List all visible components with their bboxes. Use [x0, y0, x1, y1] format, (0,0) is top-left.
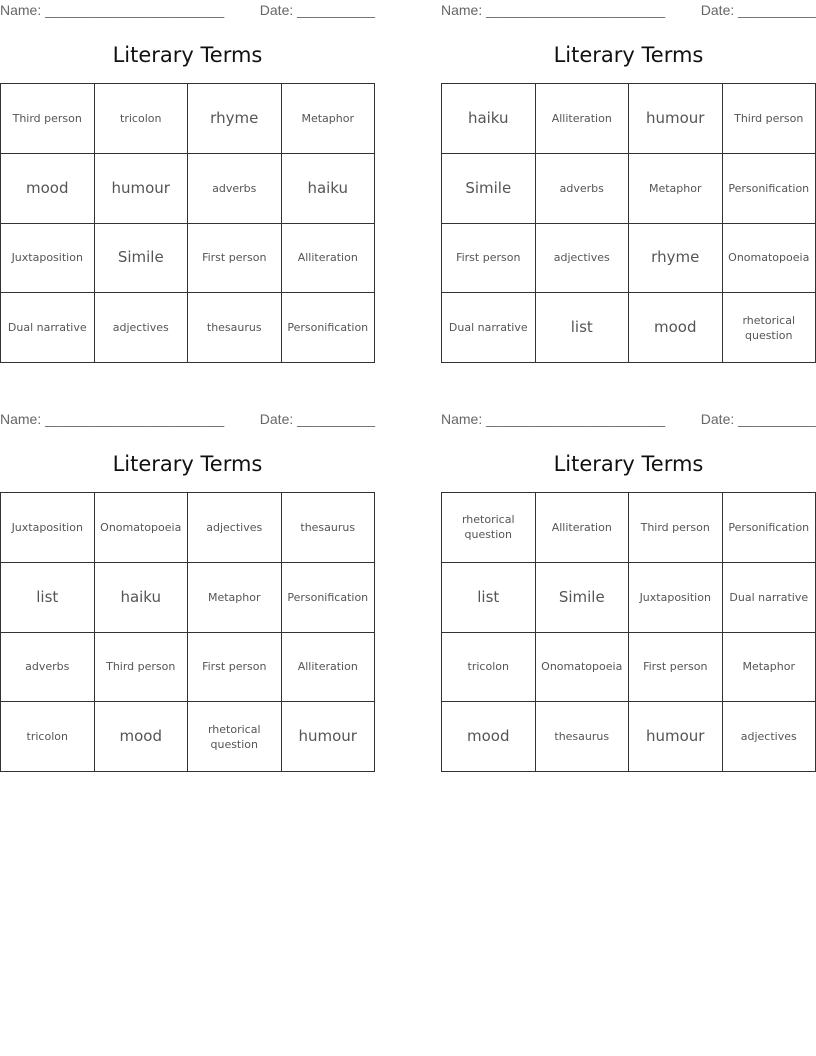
bingo-cell: Simile — [536, 563, 630, 633]
bingo-cell: Metaphor — [282, 84, 376, 154]
bingo-cell: adverbs — [188, 154, 282, 224]
bingo-cell: First person — [442, 224, 536, 294]
name-date-header — [0, 0, 375, 20]
bingo-cell: list — [1, 563, 95, 633]
bingo-card-3 — [0, 409, 375, 781]
bingo-cell: thesaurus — [536, 702, 630, 772]
bingo-cell: tricolon — [442, 633, 536, 703]
bingo-cell: Onomatopoeia — [95, 493, 189, 563]
bingo-cell: humour — [629, 702, 723, 772]
bingo-cell: Personification — [282, 293, 376, 363]
bingo-cell: Personification — [723, 493, 816, 563]
bingo-cell: mood — [442, 702, 536, 772]
bingo-cell: list — [442, 563, 536, 633]
bingo-cell: Third person — [95, 633, 189, 703]
date-field: Date: __________ — [259, 411, 375, 427]
bingo-cell: haiku — [95, 563, 189, 633]
bingo-cell: humour — [282, 702, 376, 772]
date-field: Date: __________ — [259, 2, 375, 18]
bingo-cell: Simile — [95, 224, 189, 294]
bingo-cell: adjectives — [723, 702, 816, 772]
card-title: Literary Terms — [553, 43, 704, 67]
bingo-card-4 — [441, 409, 816, 781]
bingo-cell: tricolon — [95, 84, 189, 154]
bingo-cell: Personification — [723, 154, 816, 224]
name-date-header — [0, 409, 375, 429]
bingo-grid — [441, 492, 816, 772]
bingo-cell: thesaurus — [282, 493, 376, 563]
date-field: Date: __________ — [700, 2, 816, 18]
bingo-cell: First person — [629, 633, 723, 703]
bingo-cell: mood — [95, 702, 189, 772]
bingo-cell: rhetorical question — [723, 293, 816, 363]
bingo-cell: Juxtaposition — [1, 224, 95, 294]
bingo-card-2 — [441, 0, 816, 372]
bingo-cell: adjectives — [536, 224, 630, 294]
card-title: Literary Terms — [553, 452, 704, 476]
bingo-cell: Metaphor — [629, 154, 723, 224]
bingo-cell: mood — [629, 293, 723, 363]
bingo-cell: Personification — [282, 563, 376, 633]
date-field: Date: __________ — [700, 411, 816, 427]
bingo-cell: adverbs — [1, 633, 95, 703]
bingo-grid — [0, 83, 375, 363]
bingo-cell: adjectives — [95, 293, 189, 363]
bingo-cell: Metaphor — [723, 633, 816, 703]
bingo-cell: rhetorical question — [442, 493, 536, 563]
name-date-header — [441, 0, 816, 20]
bingo-cell: Metaphor — [188, 563, 282, 633]
bingo-cell: Third person — [723, 84, 816, 154]
bingo-grid — [0, 492, 375, 772]
name-date-header — [441, 409, 816, 429]
bingo-cell: Juxtaposition — [1, 493, 95, 563]
bingo-cell: tricolon — [1, 702, 95, 772]
bingo-cell: thesaurus — [188, 293, 282, 363]
bingo-cell: humour — [629, 84, 723, 154]
name-field: Name: _______________________ — [0, 411, 225, 427]
bingo-cell: Dual narrative — [1, 293, 95, 363]
bingo-cell: Onomatopoeia — [536, 633, 630, 703]
bingo-cell: Third person — [1, 84, 95, 154]
bingo-cell: rhyme — [629, 224, 723, 294]
bingo-cell: rhetorical question — [188, 702, 282, 772]
bingo-cell: list — [536, 293, 630, 363]
bingo-cell: Alliteration — [536, 84, 630, 154]
bingo-cell: adverbs — [536, 154, 630, 224]
name-field: Name: _______________________ — [0, 2, 225, 18]
bingo-cell: Alliteration — [536, 493, 630, 563]
bingo-cell: First person — [188, 224, 282, 294]
bingo-cell: rhyme — [188, 84, 282, 154]
bingo-cell: First person — [188, 633, 282, 703]
bingo-cell: Dual narrative — [723, 563, 816, 633]
bingo-cell: Alliteration — [282, 633, 376, 703]
bingo-grid — [441, 83, 816, 363]
bingo-cell: Simile — [442, 154, 536, 224]
bingo-cell: Onomatopoeia — [723, 224, 816, 294]
bingo-cell: Juxtaposition — [629, 563, 723, 633]
bingo-card-1 — [0, 0, 375, 372]
bingo-cell: haiku — [442, 84, 536, 154]
bingo-cell: Alliteration — [282, 224, 376, 294]
bingo-cell: haiku — [282, 154, 376, 224]
name-field: Name: _______________________ — [441, 411, 666, 427]
bingo-cell: adjectives — [188, 493, 282, 563]
bingo-cell: Third person — [629, 493, 723, 563]
bingo-cell: Dual narrative — [442, 293, 536, 363]
bingo-cell: mood — [1, 154, 95, 224]
name-field: Name: _______________________ — [441, 2, 666, 18]
card-title: Literary Terms — [112, 452, 263, 476]
card-title: Literary Terms — [112, 43, 263, 67]
bingo-cell: humour — [95, 154, 189, 224]
